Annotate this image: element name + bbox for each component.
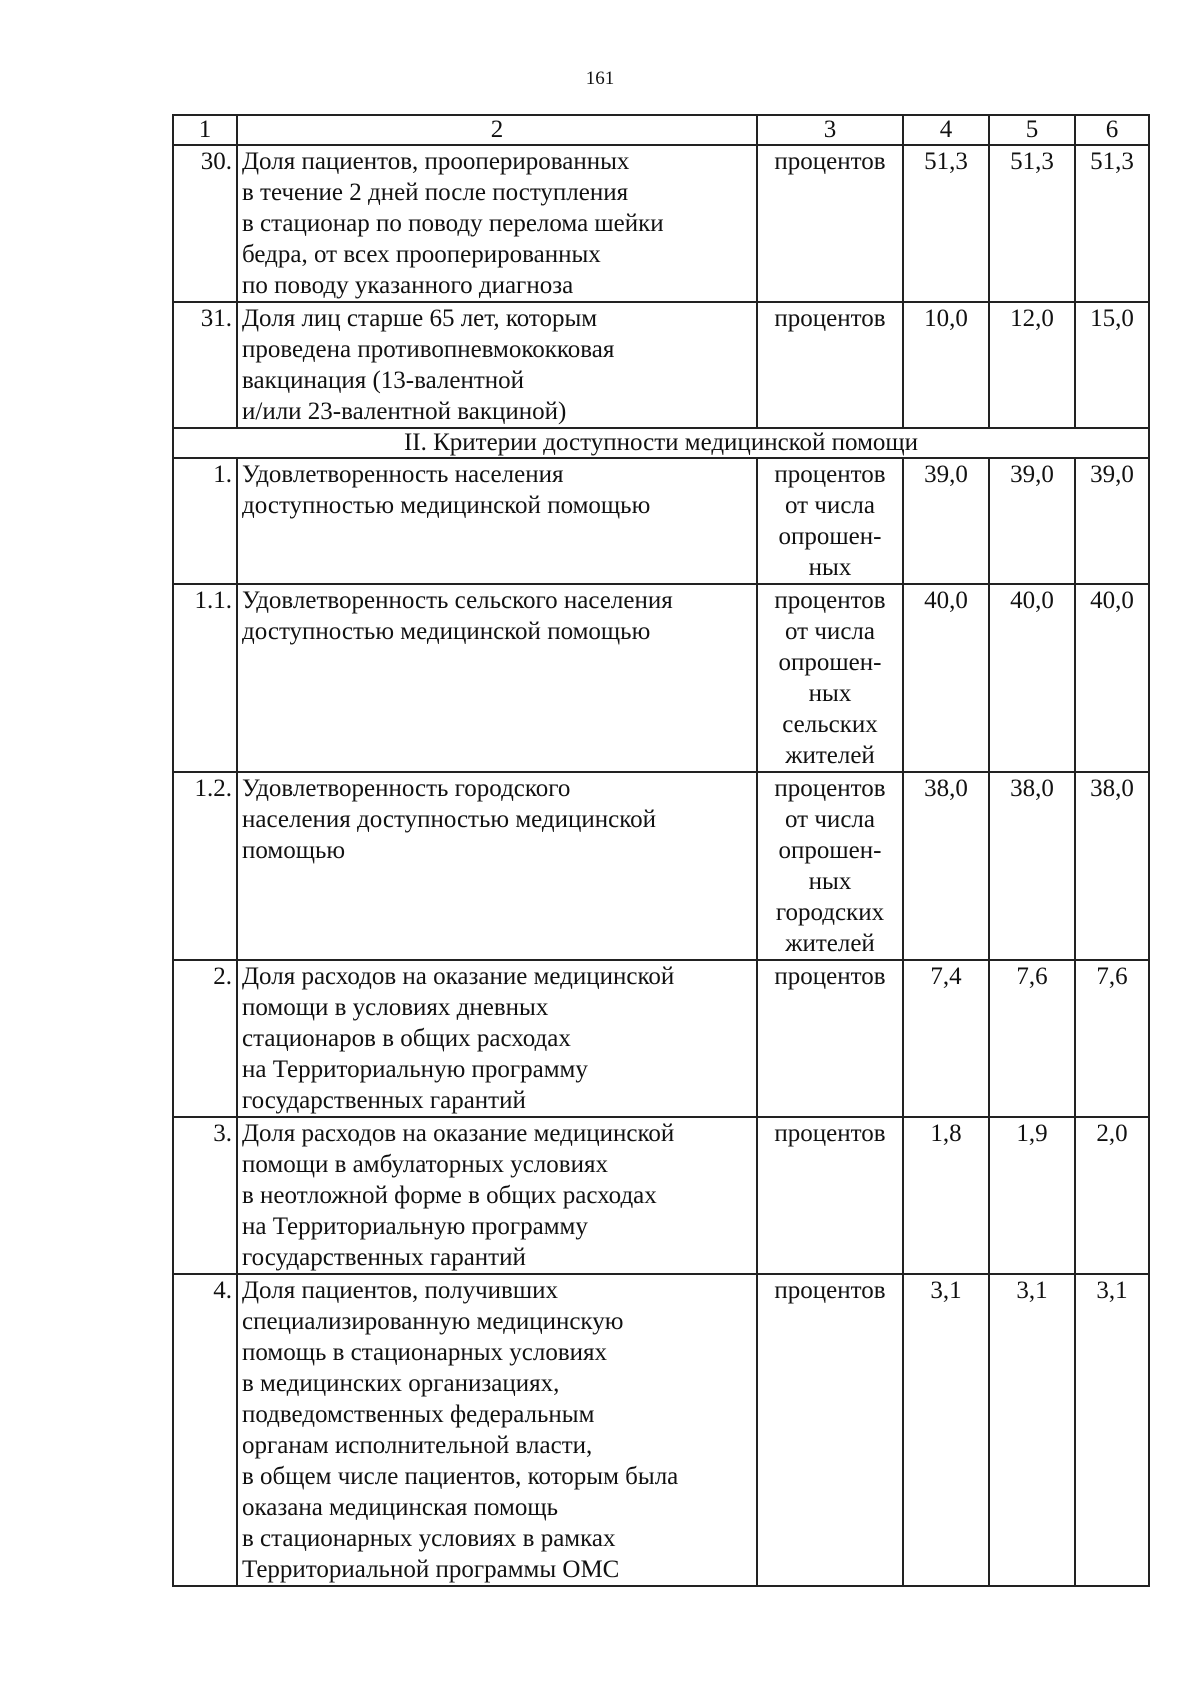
criteria-table — [172, 114, 1150, 1587]
header-cell: 5 — [989, 115, 1075, 145]
row-description — [237, 302, 757, 428]
table-row — [173, 772, 1149, 960]
text-line: процентов — [774, 305, 886, 332]
row-number: 1.1. — [173, 584, 237, 772]
value-col-5: 39,0 — [989, 458, 1075, 584]
value-col-5: 7,6 — [989, 960, 1075, 1117]
row-number: 3. — [173, 1117, 237, 1274]
text-line: в стационарных условиях в рамках — [242, 1525, 616, 1552]
value-col-4: 3,1 — [903, 1274, 989, 1586]
value-col-5: 3,1 — [989, 1274, 1075, 1586]
row-unit — [757, 1117, 903, 1274]
text-line: процентов — [774, 963, 886, 990]
text-line: Доля пациентов, получивших — [242, 1277, 558, 1304]
row-unit — [757, 302, 903, 428]
text-line: вакцинация (13-валентной — [242, 367, 525, 394]
text-line: процентов — [774, 1120, 886, 1147]
row-description — [237, 584, 757, 772]
row-number: 1. — [173, 458, 237, 584]
row-description — [237, 772, 757, 960]
text-line: жителей — [785, 930, 875, 957]
text-line: доступностью медицинской помощью — [242, 618, 651, 645]
header-cell: 3 — [757, 115, 903, 145]
text-line: стационаров в общих расходах — [242, 1025, 571, 1052]
header-cell: 6 — [1075, 115, 1149, 145]
table-row — [173, 145, 1149, 302]
text-line: Удовлетворенность городского — [242, 775, 571, 802]
text-line: от числа — [785, 806, 875, 833]
value-col-6: 7,6 — [1075, 960, 1149, 1117]
table-body — [173, 115, 1149, 1586]
text-line: от числа — [785, 618, 875, 645]
section-row — [173, 428, 1149, 458]
value-col-5: 1,9 — [989, 1117, 1075, 1274]
text-line: Удовлетворенность населения — [242, 461, 564, 488]
text-line: Удовлетворенность сельского населения — [242, 587, 673, 614]
table-row — [173, 960, 1149, 1117]
row-unit — [757, 1274, 903, 1586]
text-line: проведена противопневмококковая — [242, 336, 615, 363]
text-line: процентов — [774, 775, 886, 802]
text-line: сельских — [782, 711, 878, 738]
table-row — [173, 302, 1149, 428]
row-number: 30. — [173, 145, 237, 302]
value-col-4: 51,3 — [903, 145, 989, 302]
value-col-6: 51,3 — [1075, 145, 1149, 302]
text-line: доступностью медицинской помощью — [242, 492, 651, 519]
value-col-4: 39,0 — [903, 458, 989, 584]
value-col-4: 7,4 — [903, 960, 989, 1117]
header-cell: 1 — [173, 115, 237, 145]
row-unit — [757, 458, 903, 584]
text-line: специализированную медицинскую — [242, 1308, 624, 1335]
page-number: 161 — [585, 68, 615, 89]
text-line: оказана медицинская помощь — [242, 1494, 558, 1521]
row-unit — [757, 960, 903, 1117]
row-description — [237, 960, 757, 1117]
text-line: в стационар по поводу перелома шейки — [242, 210, 664, 237]
header-cell: 2 — [237, 115, 757, 145]
value-col-6: 3,1 — [1075, 1274, 1149, 1586]
text-line: в медицинских организациях, — [242, 1370, 560, 1397]
section-title: II. Критерии доступности медицинской помощи — [173, 428, 1149, 458]
value-col-6: 38,0 — [1075, 772, 1149, 960]
text-line: от числа — [785, 492, 875, 519]
text-line: государственных гарантий — [242, 1087, 526, 1114]
row-number: 1.2. — [173, 772, 237, 960]
text-line: в течение 2 дней после поступления — [242, 179, 629, 206]
text-line: на Территориальную программу — [242, 1056, 588, 1083]
text-line: ных — [808, 554, 852, 581]
text-line: процентов — [774, 587, 886, 614]
value-col-5: 40,0 — [989, 584, 1075, 772]
value-col-6: 15,0 — [1075, 302, 1149, 428]
text-line: процентов — [774, 461, 886, 488]
text-line: процентов — [774, 148, 886, 175]
text-line: на Территориальную программу — [242, 1213, 588, 1240]
value-col-6: 2,0 — [1075, 1117, 1149, 1274]
text-line: государственных гарантий — [242, 1244, 526, 1271]
value-col-5: 12,0 — [989, 302, 1075, 428]
table-row — [173, 584, 1149, 772]
text-line: процентов — [774, 1277, 886, 1304]
row-description — [237, 1117, 757, 1274]
text-line: помощь в стационарных условиях — [242, 1339, 608, 1366]
value-col-4: 40,0 — [903, 584, 989, 772]
value-col-4: 1,8 — [903, 1117, 989, 1274]
text-line: опрошен- — [778, 523, 882, 550]
header-row — [173, 115, 1149, 145]
row-unit — [757, 772, 903, 960]
row-unit — [757, 584, 903, 772]
value-col-6: 40,0 — [1075, 584, 1149, 772]
text-line: опрошен- — [778, 837, 882, 864]
text-line: городских — [775, 899, 885, 926]
text-line: опрошен- — [778, 649, 882, 676]
header-cell: 4 — [903, 115, 989, 145]
text-line: по поводу указанного диагноза — [242, 272, 574, 299]
text-line: помощью — [242, 837, 346, 864]
table-row — [173, 1117, 1149, 1274]
value-col-4: 10,0 — [903, 302, 989, 428]
row-description — [237, 1274, 757, 1586]
text-line: Территориальной программы ОМС — [242, 1556, 620, 1583]
text-line: жителей — [785, 742, 875, 769]
text-line: в общем числе пациентов, которым была — [242, 1463, 679, 1490]
text-line: бедра, от всех прооперированных — [242, 241, 601, 268]
text-line: Доля расходов на оказание медицинской — [242, 1120, 675, 1147]
text-line: и/или 23-валентной вакциной) — [242, 398, 567, 425]
value-col-5: 38,0 — [989, 772, 1075, 960]
text-line: Доля лиц старше 65 лет, которым — [242, 305, 598, 332]
text-line: ных — [808, 680, 852, 707]
value-col-5: 51,3 — [989, 145, 1075, 302]
row-number: 31. — [173, 302, 237, 428]
text-line: в неотложной форме в общих расходах — [242, 1182, 657, 1209]
text-line: помощи в амбулаторных условиях — [242, 1151, 608, 1178]
text-line: ных — [808, 868, 852, 895]
text-line: населения доступностью медицинской — [242, 806, 656, 833]
table-row — [173, 1274, 1149, 1586]
row-number: 4. — [173, 1274, 237, 1586]
value-col-4: 38,0 — [903, 772, 989, 960]
text-line: Доля пациентов, прооперированных — [242, 148, 630, 175]
value-col-6: 39,0 — [1075, 458, 1149, 584]
row-number: 2. — [173, 960, 237, 1117]
text-line: органам исполнительной власти, — [242, 1432, 593, 1459]
table-row — [173, 458, 1149, 584]
row-unit — [757, 145, 903, 302]
text-line: подведомственных федеральным — [242, 1401, 595, 1428]
text-line: помощи в условиях дневных — [242, 994, 549, 1021]
text-line: Доля расходов на оказание медицинской — [242, 963, 675, 990]
row-description — [237, 458, 757, 584]
row-description — [237, 145, 757, 302]
